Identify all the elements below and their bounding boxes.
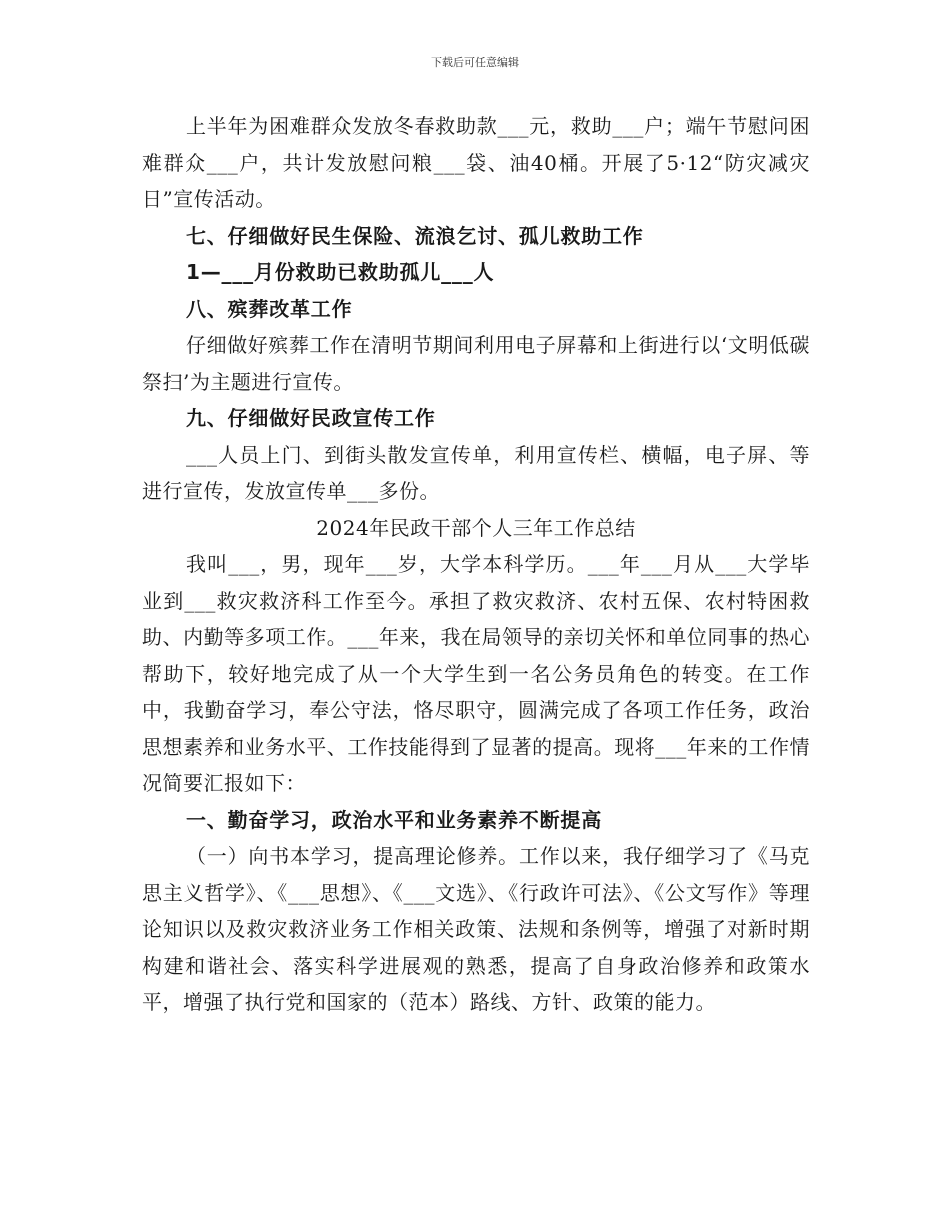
study-paragraph: （一）向书本学习，提高理论修养。工作以来，我仔细学习了《马克思主义哲学》、《___思想》、《___文选》、《行政许可法》、《公文写作》等理论知识以及救灾救济业务工作相关政策、法规和条例等，增强了对新时期构建和谐社会、落实科学进展观的熟悉，提高了自身政治修养和政策水平，增强了执行党和国家的（范本）路线、方针、政策的能力。 (142, 844, 810, 1014)
section-seven-heading: 七、仔细做好民生保险、流浪乞讨、孤儿救助工作 (186, 223, 644, 248)
document-body (142, 108, 810, 1021)
relief-funds-paragraph: 上半年为困难群众发放冬春救助款___元，救助___户；端午节慰问困难群众___户，共计发放慰问粮___袋、油40桶。开展了5·12“防灾减灾日”宣传活动。 (142, 114, 810, 211)
section-nine-heading: 九、仔细做好民政宣传工作 (186, 406, 436, 430)
orphan-relief-heading: 1—___月份救助已救助孤儿___人 (186, 260, 495, 284)
section-one-heading: 一、勤奋学习，政治水平和业务素养不断提高 (186, 807, 602, 832)
document-title: 2024年民政干部个人三年工作总结 (316, 515, 636, 540)
page-header: 下载后可任意编辑 (431, 56, 519, 69)
section-eight-heading: 八、殡葬改革工作 (186, 296, 353, 321)
publicity-paragraph: ___人员上门、到街头散发宣传单，利用宣传栏、横幅，电子屏、等进行宣传，发放宣传单___多份。 (142, 442, 810, 503)
funeral-reform-paragraph: 仔细做好殡葬工作在清明节期间利用电子屏幕和上街进行以‘文明低碳祭扫’为主题进行宣传。 (142, 333, 810, 394)
intro-paragraph: 我叫___，男，现年___岁，大学本科学历。___年___月从___大学毕业到___救灾救济科工作至今。承担了救灾救济、农村五保、农村特困救助、内勤等多项工作。___年来，我在局领导的亲切关怀和单位同事的热心帮助下，较好地完成了从一个大学生到一名公务员角色的转变。在工作中，我勤奋学习，奉公守法，恪尽职守，圆满完成了各项工作任务，政治思想素养和业务水平、工作技能得到了显著的提高。现将___年来的工作情况简要汇报如下： (142, 552, 810, 795)
